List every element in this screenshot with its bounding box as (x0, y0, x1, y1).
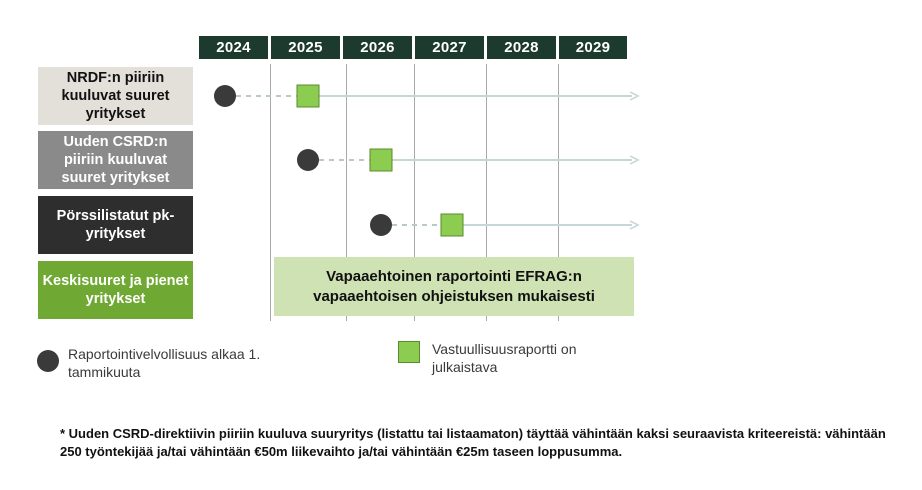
year-header-2027: 2027 (415, 36, 484, 59)
footnote: * Uuden CSRD-direktiivin piiriin kuuluva suuryritys (listattu tai listaamaton) täyttää vähintään kaksi seuraavista kriteereistä: vähintään 250 työntekijää ja/tai vähintään €50m liikevaihto ja/tai vähintään €25m taseen loppusumma. (60, 426, 886, 459)
report-publication-marker (441, 214, 463, 236)
report-publication-marker (297, 85, 319, 107)
report-publication-marker (370, 149, 392, 171)
legend-square-text: Vastuullisuusraportti on julkaistava (432, 341, 577, 375)
year-header-2028: 2028 (487, 36, 556, 59)
row-label-nrdf-large-companies: NRDF:n piiriin kuuluvat suuret yritykset (38, 67, 193, 125)
legend-circle-text: Raportointivelvollisuus alkaa 1. tammikuuta (68, 346, 261, 380)
row-label-medium-small-companies: Keskisuuret ja pienet yritykset (38, 261, 193, 319)
obligation-start-marker (370, 214, 392, 236)
year-header-2024: 2024 (199, 36, 268, 59)
voluntary-reporting-text: Vapaaehtoinen raportointi EFRAG:n vapaaehtoisen ohjeistuksen mukaisesti (313, 267, 595, 305)
row-label-csrd-large-companies: Uuden CSRD:n piiriin kuuluvat suuret yritykset (38, 131, 193, 189)
row-label-listed-sme: Pörssilistatut pk-yritykset (38, 196, 193, 254)
obligation-start-marker (214, 85, 236, 107)
obligation-start-marker (297, 149, 319, 171)
year-header-2026: 2026 (343, 36, 412, 59)
year-header-2025: 2025 (271, 36, 340, 59)
year-header-2029: 2029 (559, 36, 627, 59)
legend-square-icon (398, 341, 420, 363)
legend-circle-icon (37, 350, 59, 372)
voluntary-reporting-box (274, 257, 634, 316)
